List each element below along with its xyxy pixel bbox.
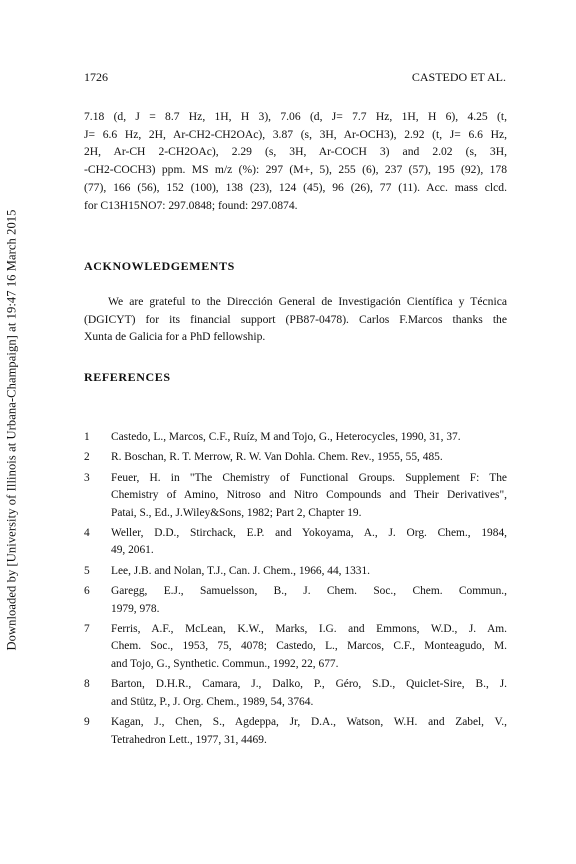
nmr-line: -CH2-COCH3) ppm. MS m/z (%): 297 (M+, 5), 255 (6), 237 (57), 195 (92), 178 <box>84 163 507 177</box>
reference-text: Chem. Soc., 1953, 75, 4078; Castedo, L., Marcos, C.F., Monteagudo, M. <box>111 640 507 653</box>
ack-line: We are grateful to the Dirección General de Investigación Científica y Técnica <box>108 295 507 308</box>
reference-item <box>84 563 507 580</box>
reference-text: Ferris, A.F., McLean, K.W., Marks, I.G. and Emmons, W.D., J. Am. <box>111 623 507 636</box>
reference-item <box>84 714 507 749</box>
reference-text: and Tojo, G., Synthetic. Commun., 1992, 22, 677. <box>111 657 339 670</box>
references-heading: REFERENCES <box>84 370 171 384</box>
reference-text: 1979, 978. <box>111 602 160 615</box>
reference-text: Lee, J.B. and Nolan, T.J., Can. J. Chem., 1966, 44, 1331. <box>111 564 371 577</box>
reference-text: Kagan, J., Chen, S., Agdeppa, Jr, D.A., Watson, W.H. and Zabel, V., <box>111 716 507 729</box>
reference-item <box>84 449 507 466</box>
reference-text: Chemistry of Amino, Nitroso and Nitro Compounds and Their Derivatives", <box>111 489 507 502</box>
reference-item <box>84 470 507 522</box>
running-head: CASTEDO ET AL. <box>411 70 506 84</box>
reference-item <box>84 429 507 446</box>
reference-number: 2 <box>84 451 90 464</box>
reference-text: Feuer, H. in "The Chemistry of Functional Groups. Supplement F: The <box>111 471 507 484</box>
ack-line: (DGICYT) for its financial support (PB87-0478). Carlos F.Marcos thanks the <box>84 312 507 326</box>
reference-item <box>84 525 507 560</box>
nmr-data-paragraph <box>84 108 507 214</box>
reference-text: 49, 2061. <box>111 544 154 557</box>
reference-list <box>84 429 507 752</box>
reference-number: 3 <box>84 471 90 484</box>
reference-number: 9 <box>84 716 90 729</box>
page-header <box>84 70 506 86</box>
acknowledgements-heading: ACKNOWLEDGEMENTS <box>84 259 235 273</box>
reference-item <box>84 621 507 673</box>
reference-text: Castedo, L., Marcos, C.F., Ruíz, M and Tojo, G., Heterocycles, 1990, 31, 37. <box>111 431 461 443</box>
reference-item <box>84 583 507 618</box>
nmr-line: 7.18 (d, J = 8.7 Hz, 1H, H 3), 7.06 (d, J= 7.7 Hz, 1H, H 6), 4.25 (t, <box>84 110 507 123</box>
reference-text: Patai, S., Ed., J.Wiley&Sons, 1982; Part 2, Chapter 19. <box>111 506 362 519</box>
nmr-line: 2H, Ar-CH 2-CH2OAc), 2.29 (s, 3H, Ar-COCH 3) and 2.02 (s, 3H, <box>84 145 507 159</box>
reference-text: Barton, D.H.R., Camara, J., Dalko, P., Géro, S.D., Quiclet-Sire, B., J. <box>111 678 507 691</box>
download-watermark-text: Downloaded by [University of Illinois at Urbana-Champaign] at 19:47 16 March 2015 <box>4 209 19 651</box>
reference-text: and Stütz, P., J. Org. Chem., 1989, 54, 3764. <box>111 695 314 708</box>
acknowledgements-paragraph <box>84 293 507 346</box>
reference-number: 6 <box>84 585 90 598</box>
reference-text: Garegg, E.J., Samuelsson, B., J. Chem. Soc., Chem. Commun., <box>111 585 507 598</box>
nmr-line: J= 6.6 Hz, 2H, Ar-CH2-CH2OAc), 3.87 (s, 3H, Ar-OCH3), 2.92 (t, J= 6.6 Hz, <box>84 127 507 141</box>
reference-number: 7 <box>84 623 90 636</box>
reference-text: Weller, D.D., Stirchack, E.P. and Yokoyama, A., J. Org. Chem., 1984, <box>111 527 507 540</box>
reference-item <box>84 676 507 711</box>
reference-number: 1 <box>84 431 90 443</box>
reference-number: 8 <box>84 678 90 691</box>
page-number: 1726 <box>84 70 108 84</box>
reference-text: Tetrahedron Lett., 1977, 31, 4469. <box>111 733 267 746</box>
reference-number: 4 <box>84 527 90 540</box>
download-watermark <box>2 60 22 800</box>
ack-line: Xunta de Galicia for a PhD fellowship. <box>84 330 266 344</box>
nmr-line: (77), 166 (56), 152 (100), 138 (23), 124 (45), 96 (26), 77 (11). Acc. mass clcd. <box>84 180 507 194</box>
nmr-line: for C13H15NO7: 297.0848; found: 297.0874. <box>84 198 298 212</box>
reference-number: 5 <box>84 564 90 577</box>
reference-text: R. Boschan, R. T. Merrow, R. W. Van Dohla. Chem. Rev., 1955, 55, 485. <box>111 451 443 464</box>
